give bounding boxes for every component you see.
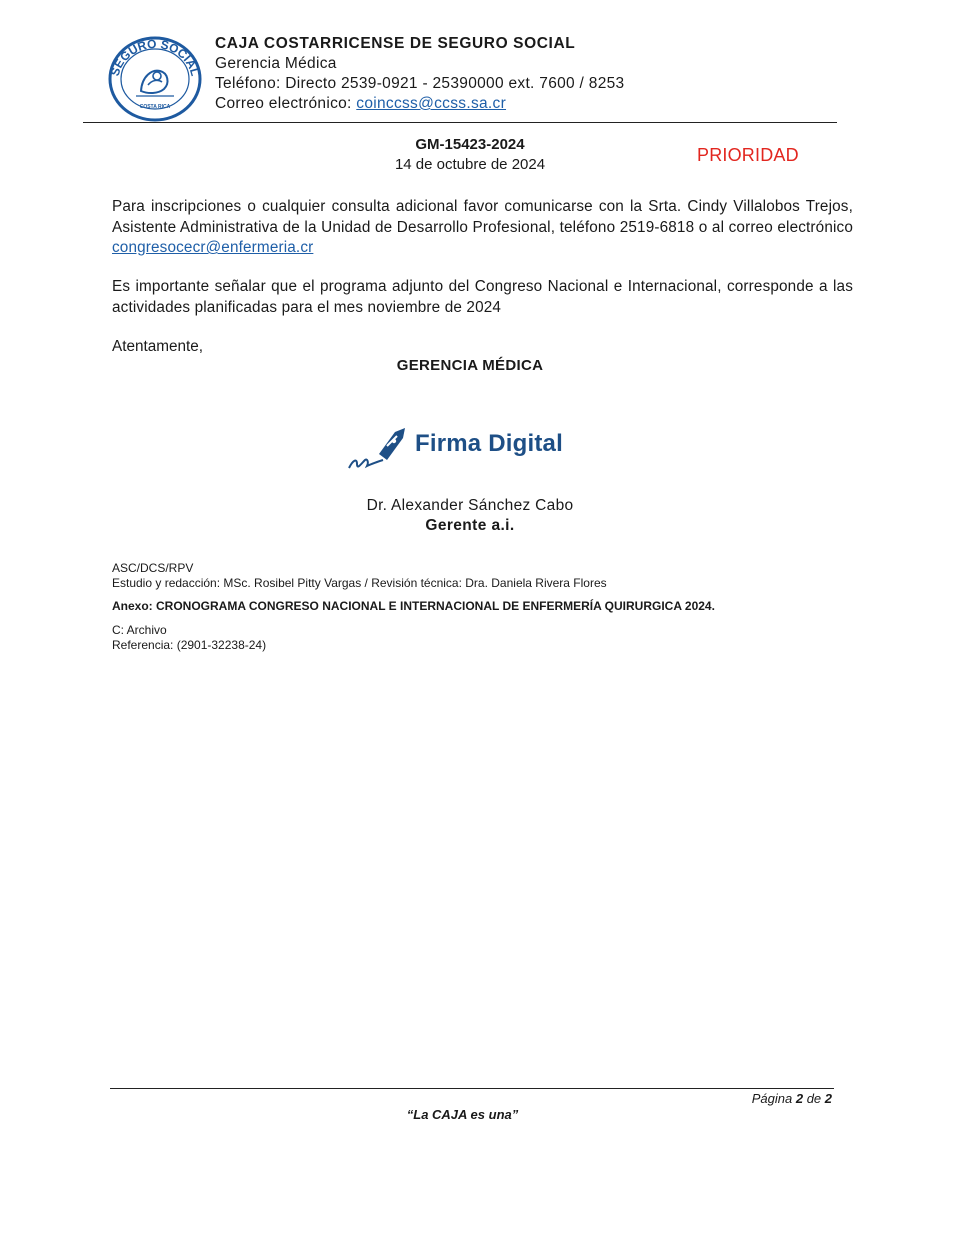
signer-role: Gerente a.i. <box>425 517 515 534</box>
page-of: de <box>803 1091 825 1106</box>
email-label: Correo electrónico: <box>215 95 357 112</box>
reference-line: Referencia: (2901-32238-24) <box>112 638 267 652</box>
institutional-motto: “La CAJA es una” <box>406 1107 519 1122</box>
logo-text-top: SEGURO SOCIAL <box>108 36 202 78</box>
header-divider <box>83 122 837 123</box>
digital-signature-label: Firma Digital <box>415 430 563 457</box>
page-total: 2 <box>824 1091 832 1106</box>
document-date: 14 de octubre de 2024 <box>394 156 546 173</box>
page-word: Página <box>751 1091 796 1106</box>
email-line <box>215 94 624 114</box>
copy-line: C: Archivo <box>112 623 167 637</box>
phone-line: Teléfono: Directo 2539-0921 - 25390000 ext. 7600 / 8253 <box>215 75 625 92</box>
department-name: Gerencia Médica <box>215 55 337 72</box>
organization-name: CAJA COSTARRICENSE DE SEGURO SOCIAL <box>215 35 576 52</box>
ccss-logo <box>108 36 202 122</box>
paragraph-program: Es importante señalar que el programa adjunto del Congreso Nacional e Internacional, corresponde a las actividades planificadas para el mes noviembre de 2024 <box>112 278 853 316</box>
closing-salutation: Atentamente, <box>112 338 203 355</box>
header-email-link[interactable]: coinccss@ccss.sa.cr <box>356 95 507 112</box>
letterhead <box>215 34 624 114</box>
document-number: GM-15423-2024 <box>415 136 525 153</box>
sender-unit: GERENCIA MÉDICA <box>396 357 544 374</box>
page-current: 2 <box>795 1091 804 1106</box>
annex-line: Anexo: CRONOGRAMA CONGRESO NACIONAL E INTERNACIONAL DE ENFERMERÍA QUIRURGICA 2024. <box>112 599 715 613</box>
logo-text-bottom: COSTA RICA <box>139 104 171 110</box>
authorship-line: Estudio y redacción: MSc. Rosibel Pitty Vargas / Revisión técnica: Dra. Daniela Rivera Flores <box>112 576 607 590</box>
paragraph-contact <box>112 197 853 259</box>
initials-line: ASC/DCS/RPV <box>112 561 194 575</box>
signer-name: Dr. Alexander Sánchez Cabo <box>366 497 574 514</box>
contact-email-link[interactable]: congresocecr@enfermeria.cr <box>112 239 314 256</box>
page-number <box>600 1091 832 1106</box>
paragraph-contact-text: Para inscripciones o cualquier consulta adicional favor comunicarse con la Srta. Cindy Villalobos Trejos, Asistente Administrativa de la Unidad de Desarrollo Profesional, teléfono 2519-6818 o al correo electrónico <box>112 198 853 236</box>
priority-label: PRIORIDAD <box>697 145 799 165</box>
footer-divider <box>110 1088 834 1089</box>
